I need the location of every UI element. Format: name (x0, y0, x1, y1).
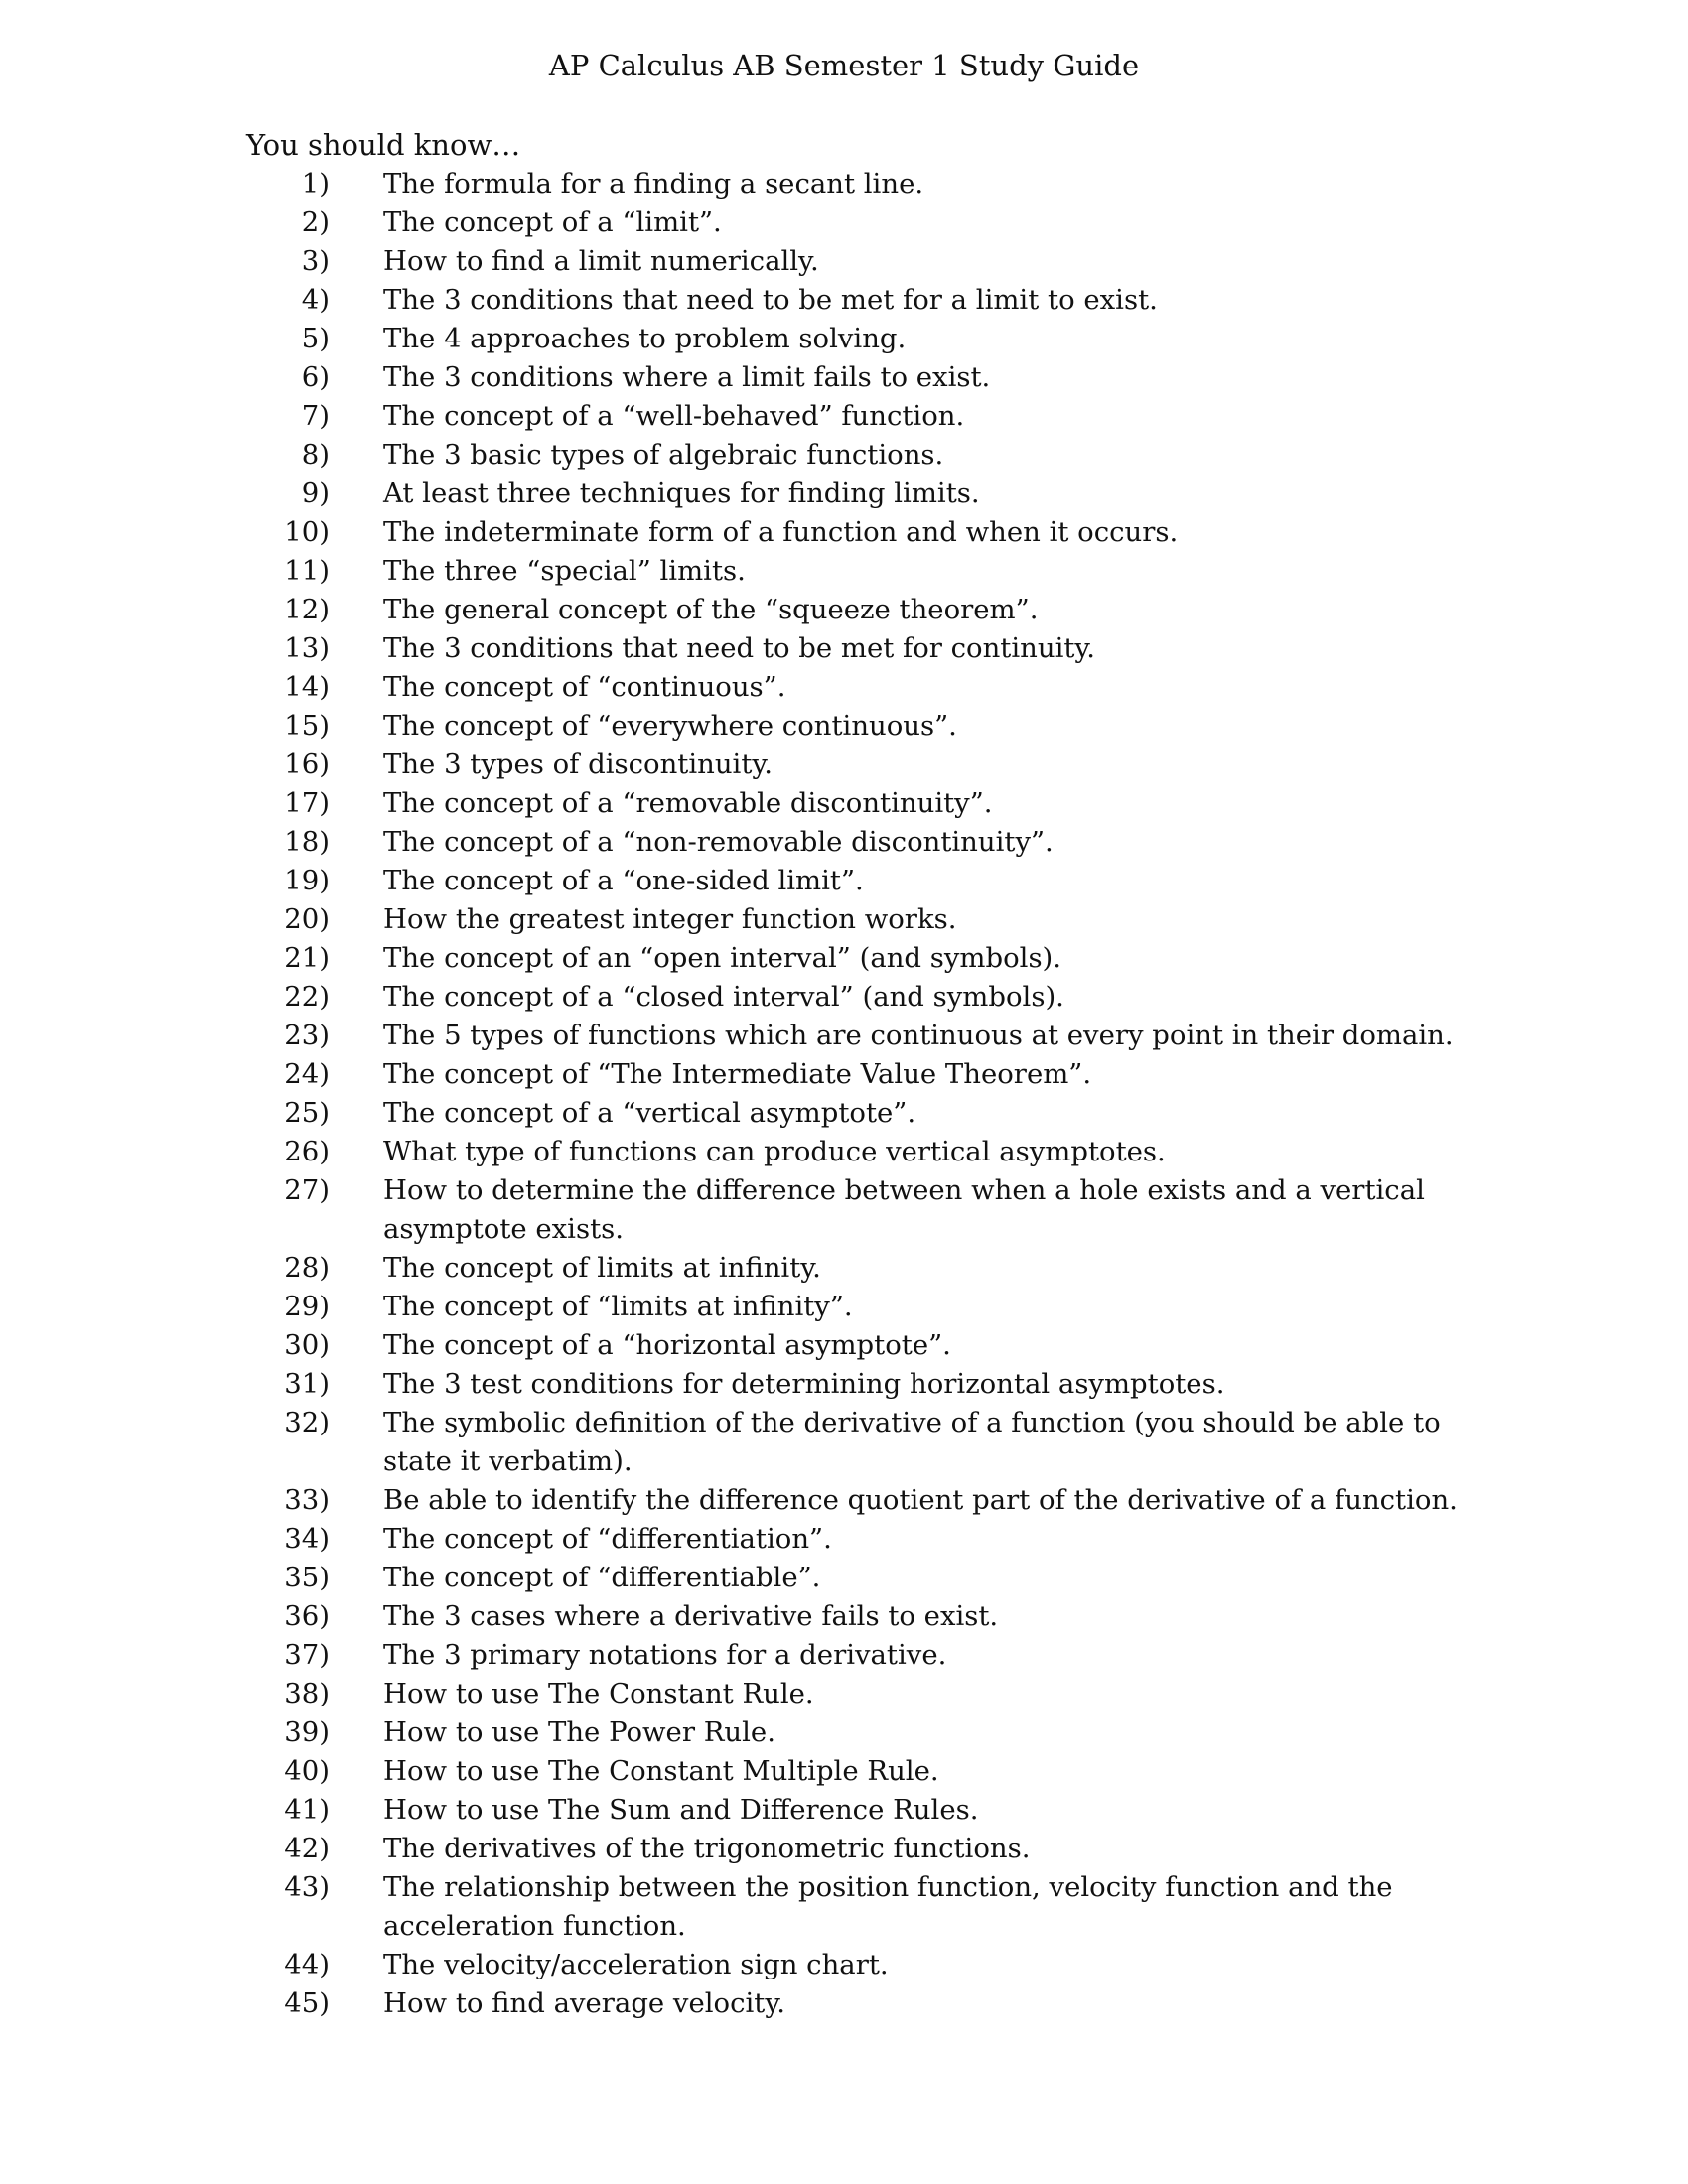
list-item-text: The general concept of the “squeeze theorem”. (383, 594, 1039, 625)
list-item-text: How to find average velocity. (383, 1987, 785, 2019)
list-item-number: 11) (284, 555, 330, 587)
list-item-text: The 3 basic types of algebraic functions. (383, 439, 944, 471)
list-item-text: How to find a limit numerically. (383, 245, 819, 277)
list-item (246, 707, 1458, 746)
list-item (246, 1017, 1458, 1055)
list-item (246, 1249, 1458, 1288)
list-item (246, 281, 1458, 320)
list-item (246, 436, 1458, 475)
list-item-number: 35) (284, 1562, 330, 1593)
list-item (246, 1133, 1458, 1171)
list-item-number: 45) (284, 1987, 330, 2019)
list-item-number: 43) (284, 1871, 330, 1903)
list-item (246, 1404, 1458, 1481)
list-item (246, 513, 1458, 552)
list-item-number: 29) (284, 1291, 330, 1322)
list-item-number: 18) (284, 826, 330, 858)
list-item (246, 165, 1458, 204)
list-item (246, 1520, 1458, 1559)
list-item-text: The concept of a “closed interval” (and symbols). (383, 981, 1064, 1013)
list-item-text: The concept of an “open interval” (and symbols). (383, 942, 1062, 974)
list-item (246, 1481, 1458, 1520)
list-item-text: The symbolic definition of the derivative of a function (you should be able to state it verbatim). (383, 1407, 1441, 1477)
list-item-text: How to use The Constant Multiple Rule. (383, 1755, 939, 1787)
list-item-number: 44) (284, 1949, 330, 1980)
list-item (246, 1752, 1458, 1791)
list-item-text: The concept of a “well-behaved” function. (383, 400, 965, 432)
list-item-text: At least three techniques for finding limits. (383, 478, 980, 509)
list-item (246, 1868, 1458, 1946)
list-item-text: The concept of “limits at infinity”. (383, 1291, 853, 1322)
list-item-number: 5) (301, 323, 330, 354)
list-item-text: The 3 types of discontinuity. (383, 749, 774, 780)
list-item-number: 26) (284, 1136, 330, 1167)
list-item (246, 746, 1458, 784)
list-item-number: 10) (284, 516, 330, 548)
list-item-text: The concept of “The Intermediate Value Theorem”. (383, 1058, 1092, 1090)
list-item (246, 629, 1458, 668)
list-item-number: 6) (301, 361, 330, 393)
list-item-number: 41) (284, 1794, 330, 1826)
list-item (246, 552, 1458, 591)
list-item-number: 3) (301, 245, 330, 277)
list-item-number: 24) (284, 1058, 330, 1090)
list-item-text: The 5 types of functions which are continuous at every point in their domain. (383, 1020, 1454, 1051)
list-item-number: 42) (284, 1833, 330, 1864)
list-item-number: 27) (284, 1174, 330, 1206)
list-item-text: What type of functions can produce vertical asymptotes. (383, 1136, 1166, 1167)
list-item-number: 21) (284, 942, 330, 974)
list-item-number: 2) (301, 206, 330, 238)
list-item-text: The 3 primary notations for a derivative. (383, 1639, 947, 1671)
document-title: AP Calculus AB Semester 1 Study Guide (548, 49, 1140, 82)
list-item-text: The concept of a “vertical asymptote”. (383, 1097, 916, 1129)
list-item-number: 20) (284, 903, 330, 935)
list-item-text: The concept of “differentiable”. (383, 1562, 821, 1593)
list-item (246, 1171, 1458, 1249)
list-item-number: 4) (301, 284, 330, 316)
list-item (246, 1791, 1458, 1830)
list-item-number: 12) (284, 594, 330, 625)
list-item-text: How the greatest integer function works. (383, 903, 957, 935)
list-item-text: The concept of a “horizontal asymptote”. (383, 1329, 951, 1361)
list-item-text: How to determine the difference between when a hole exists and a vertical asymptote exists. (383, 1174, 1425, 1245)
list-item-number: 23) (284, 1020, 330, 1051)
list-item (246, 784, 1458, 823)
list-item (246, 320, 1458, 358)
list-item-text: The 3 conditions that need to be met for continuity. (383, 632, 1096, 664)
list-item-number: 14) (284, 671, 330, 703)
list-item (246, 1713, 1458, 1752)
list-item-text: The three “special” limits. (383, 555, 746, 587)
list-item-text: The 3 cases where a derivative fails to exist. (383, 1600, 999, 1632)
list-item-text: The 4 approaches to problem solving. (383, 323, 907, 354)
list-item (246, 823, 1458, 862)
intro-text: You should know… (246, 128, 521, 162)
list-item-text: The relationship between the position function, velocity function and the acceleration function. (383, 1871, 1393, 1942)
list-item-number: 25) (284, 1097, 330, 1129)
list-item-number: 31) (284, 1368, 330, 1400)
list-item-number: 36) (284, 1600, 330, 1632)
list-item (246, 591, 1458, 629)
list-item (246, 1055, 1458, 1094)
list-item-text: The concept of a “one-sided limit”. (383, 865, 864, 896)
list-item-text: The concept of a “removable discontinuity”. (383, 787, 993, 819)
list-item (246, 668, 1458, 707)
list-item-text: The concept of limits at infinity. (383, 1252, 821, 1284)
list-item (246, 939, 1458, 978)
list-item-number: 32) (284, 1407, 330, 1438)
list-item (246, 1984, 1458, 2023)
list-item (246, 1288, 1458, 1326)
list-item (246, 1597, 1458, 1636)
list-item (246, 475, 1458, 513)
list-item-number: 40) (284, 1755, 330, 1787)
list-item-text: How to use The Power Rule. (383, 1716, 775, 1748)
list-item (246, 1326, 1458, 1365)
list-item-text: The 3 conditions that need to be met for a limit to exist. (383, 284, 1158, 316)
list-item-text: How to use The Constant Rule. (383, 1678, 814, 1709)
list-item-text: The velocity/acceleration sign chart. (383, 1949, 889, 1980)
list-item-number: 1) (301, 168, 330, 200)
list-item-number: 22) (284, 981, 330, 1013)
list-item-number: 17) (284, 787, 330, 819)
list-item-text: Be able to identify the difference quotient part of the derivative of a function. (383, 1484, 1458, 1516)
list-item (246, 1365, 1458, 1404)
list-item-number: 13) (284, 632, 330, 664)
list-item-number: 37) (284, 1639, 330, 1671)
list-item-number: 30) (284, 1329, 330, 1361)
list-item-number: 39) (284, 1716, 330, 1748)
list-item (246, 862, 1458, 900)
list-item-number: 38) (284, 1678, 330, 1709)
list-item (246, 1094, 1458, 1133)
list-item (246, 358, 1458, 397)
list-item-text: The concept of “differentiation”. (383, 1523, 832, 1555)
list-item (246, 900, 1458, 939)
list-item (246, 1559, 1458, 1597)
list-item-number: 33) (284, 1484, 330, 1516)
list-item-text: The concept of “continuous”. (383, 671, 786, 703)
list-item-number: 9) (301, 478, 330, 509)
list-item-number: 34) (284, 1523, 330, 1555)
list-item (246, 978, 1458, 1017)
list-item-text: The indeterminate form of a function and when it occurs. (383, 516, 1179, 548)
list-item-text: The concept of a “non-removable discontinuity”. (383, 826, 1054, 858)
list-item (246, 204, 1458, 242)
list-item (246, 242, 1458, 281)
list-item (246, 1675, 1458, 1713)
list-item-number: 15) (284, 710, 330, 742)
list-item-text: The formula for a finding a secant line. (383, 168, 924, 200)
list-item-text: The concept of “everywhere continuous”. (383, 710, 957, 742)
list-item (246, 397, 1458, 436)
list-item-text: How to use The Sum and Difference Rules. (383, 1794, 979, 1826)
list-item-number: 28) (284, 1252, 330, 1284)
list-item-number: 19) (284, 865, 330, 896)
list-item (246, 1636, 1458, 1675)
list-item-text: The derivatives of the trigonometric functions. (383, 1833, 1031, 1864)
list-item-text: The 3 test conditions for determining horizontal asymptotes. (383, 1368, 1225, 1400)
study-list (246, 165, 1458, 2023)
list-item-number: 16) (284, 749, 330, 780)
list-item-number: 7) (301, 400, 330, 432)
list-item (246, 1830, 1458, 1868)
list-item-text: The concept of a “limit”. (383, 206, 722, 238)
list-item-number: 8) (301, 439, 330, 471)
list-item (246, 1946, 1458, 1984)
list-item-text: The 3 conditions where a limit fails to exist. (383, 361, 991, 393)
